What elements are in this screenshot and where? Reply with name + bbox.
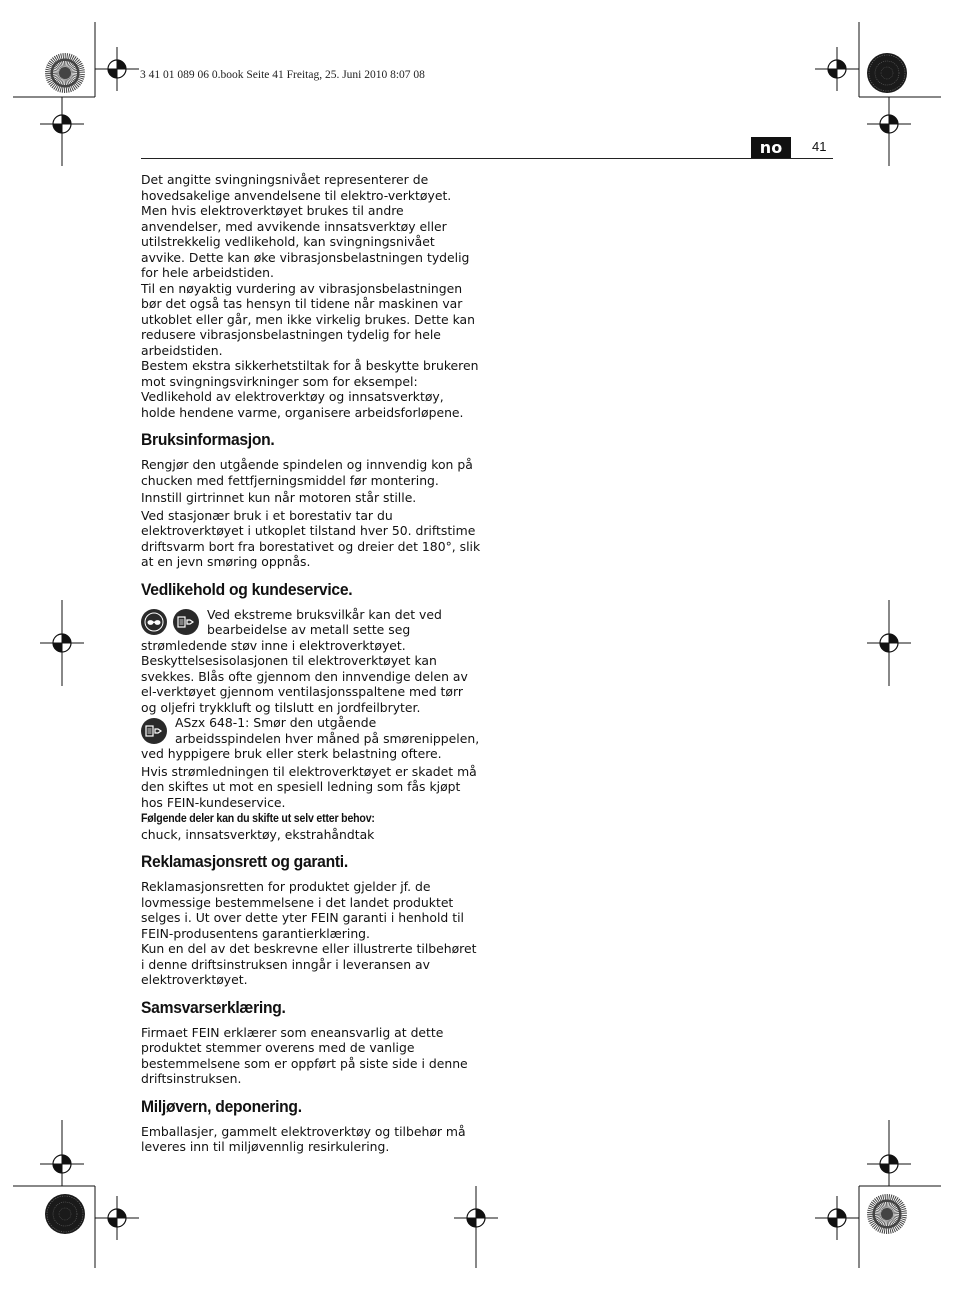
registration-mark-icon [815,1196,859,1240]
miljo-paragraph-1: Emballasjer, gammelt elektroverktøy og tilbehør må leveres inn til miljøvennlig resirkulering. [141,1123,466,1154]
text-column [141,172,481,1155]
color-star-wheel-icon [867,1194,907,1234]
registration-mark-icon [95,1196,139,1240]
safety-goggles-icon [141,609,167,635]
registration-mark-icon [815,47,859,91]
section-heading-samsvar: Samsvarserklæring. [141,997,286,1017]
intro-paragraph-2: Til en nøyaktig vurdering av vibrasjonsbelastningen bør det også tas hensyn til tidene når maskinen var utkoblet eller går, men ikke virkelig brukes. Dette kan redusere vibrasjonsbelastningen tydelig for hele arbeidstiden. [141,280,476,358]
icon-group [141,609,199,635]
vedlikehold-parts: chuck, innsatsverktøy, ekstrahåndtak [141,826,375,842]
section-heading-miljo: Miljøvern, deponering. [141,1096,302,1116]
vedlikehold-paragraph-1: Ved ekstreme bruksvilkår kan det ved bearbeidelse av metall sette seg strømledende støv inne i elektroverktøyet. Beskyttelsesisolasjonen til elektroverktøyet kan svekkes. Blås ofte gjennom den innvendige delen av el-verktøyet gjennom ventilasjonsspaltene med tørr og oljefri trykkluft og tilslutt en jordfeilbryter. [141,606,468,715]
language-badge: no [751,137,791,158]
section-heading-bruks: Bruksinformasjon. [141,430,275,449]
bruks-paragraph-3: Ved stasjonær bruk i et borestativ tar du elektroverktøyet i utkoplet tilstand hver 50. driftstime driftsvarm bort fra borestativet og dreier det 180°, slik at en jevn smøring oppnås. [141,507,481,569]
intro-paragraph-1: Det angitte svingningsnivået representerer de hovedsakelige anvendelsene til elektro-verktøyet. Men hvis elektroverktøyet brukes til andre anvendelser, med avvikende innsatsverktøy eller utilstrekkelig vedlikehold, kan svingningsnivået avvike. Dette kan øke vibrasjonsbelastningen tydelig for hele arbeidstiden. [141,172,470,280]
read-manual-icon [173,609,199,635]
registration-mark-icon [95,47,139,91]
print-header: 3 41 01 089 06 0.book Seite 41 Freitag, 25. Juni 2010 8:07 08 [140,69,425,81]
section-heading-reklamasjon: Reklamasjonsrett og garanti. [141,852,348,871]
color-star-wheel-icon [45,53,85,93]
lubricate-icon [141,718,167,744]
reklamasjon-paragraph-1: Reklamasjonsretten for produktet gjelder jf. de lovmessige bestemmelsene i det landet produktet selges i. Ut over dette yter FEIN garanti i henhold til FEIN-produsentens garantierklæring. [141,879,464,941]
vedlikehold-paragraph-2: ASzx 648-1: Smør den utgående arbeidsspindelen hver måned på smørenippelen, ved hyppigere bruk eller sterk belastning oftere. [141,715,480,761]
section-heading-vedlikehold: Vedlikehold og kundeservice. [141,579,353,599]
reklamasjon-paragraph-2: Kun en del av det beskrevne eller illustrerte tilbehøret i denne driftsinstruksen inngår i leveransen av elektroverktøyet. [141,941,477,987]
vedlikehold-subhead: Følgende deler kan du skifte ut selv etter behov: [141,811,375,825]
samsvar-paragraph-1: Firmaet FEIN erklærer som eneansvarlig at dette produktet stemmer overens med de vanlige bestemmelsene som er oppført på siste side i denne driftsinstruksen. [141,1024,468,1086]
bruks-paragraph-2: Innstill girtrinnet kun når motoren står stille. [141,490,417,505]
color-star-wheel-icon [867,53,907,93]
page-number: 41 [812,139,827,154]
intro-paragraph-3: Bestem ekstra sikkerhetstiltak for å beskytte brukeren mot svingningsvirkninger som for eksempel: Vedlikehold av elektroverktøy og innsatsverktøy, holde hendene varme, organisere arbeidsforløpene. [141,358,479,420]
vedlikehold-paragraph-3: Hvis strømledningen til elektroverktøyet er skadet må den skiftes ut mot en spesiell ledning som fås kjøpt hos FEIN-kundeservice. [141,763,477,810]
color-star-wheel-icon [45,1194,85,1234]
bruks-paragraph-1: Rengjør den utgående spindelen og innvendig kon på chucken med fettfjerningsmiddel før montering. [141,457,473,488]
